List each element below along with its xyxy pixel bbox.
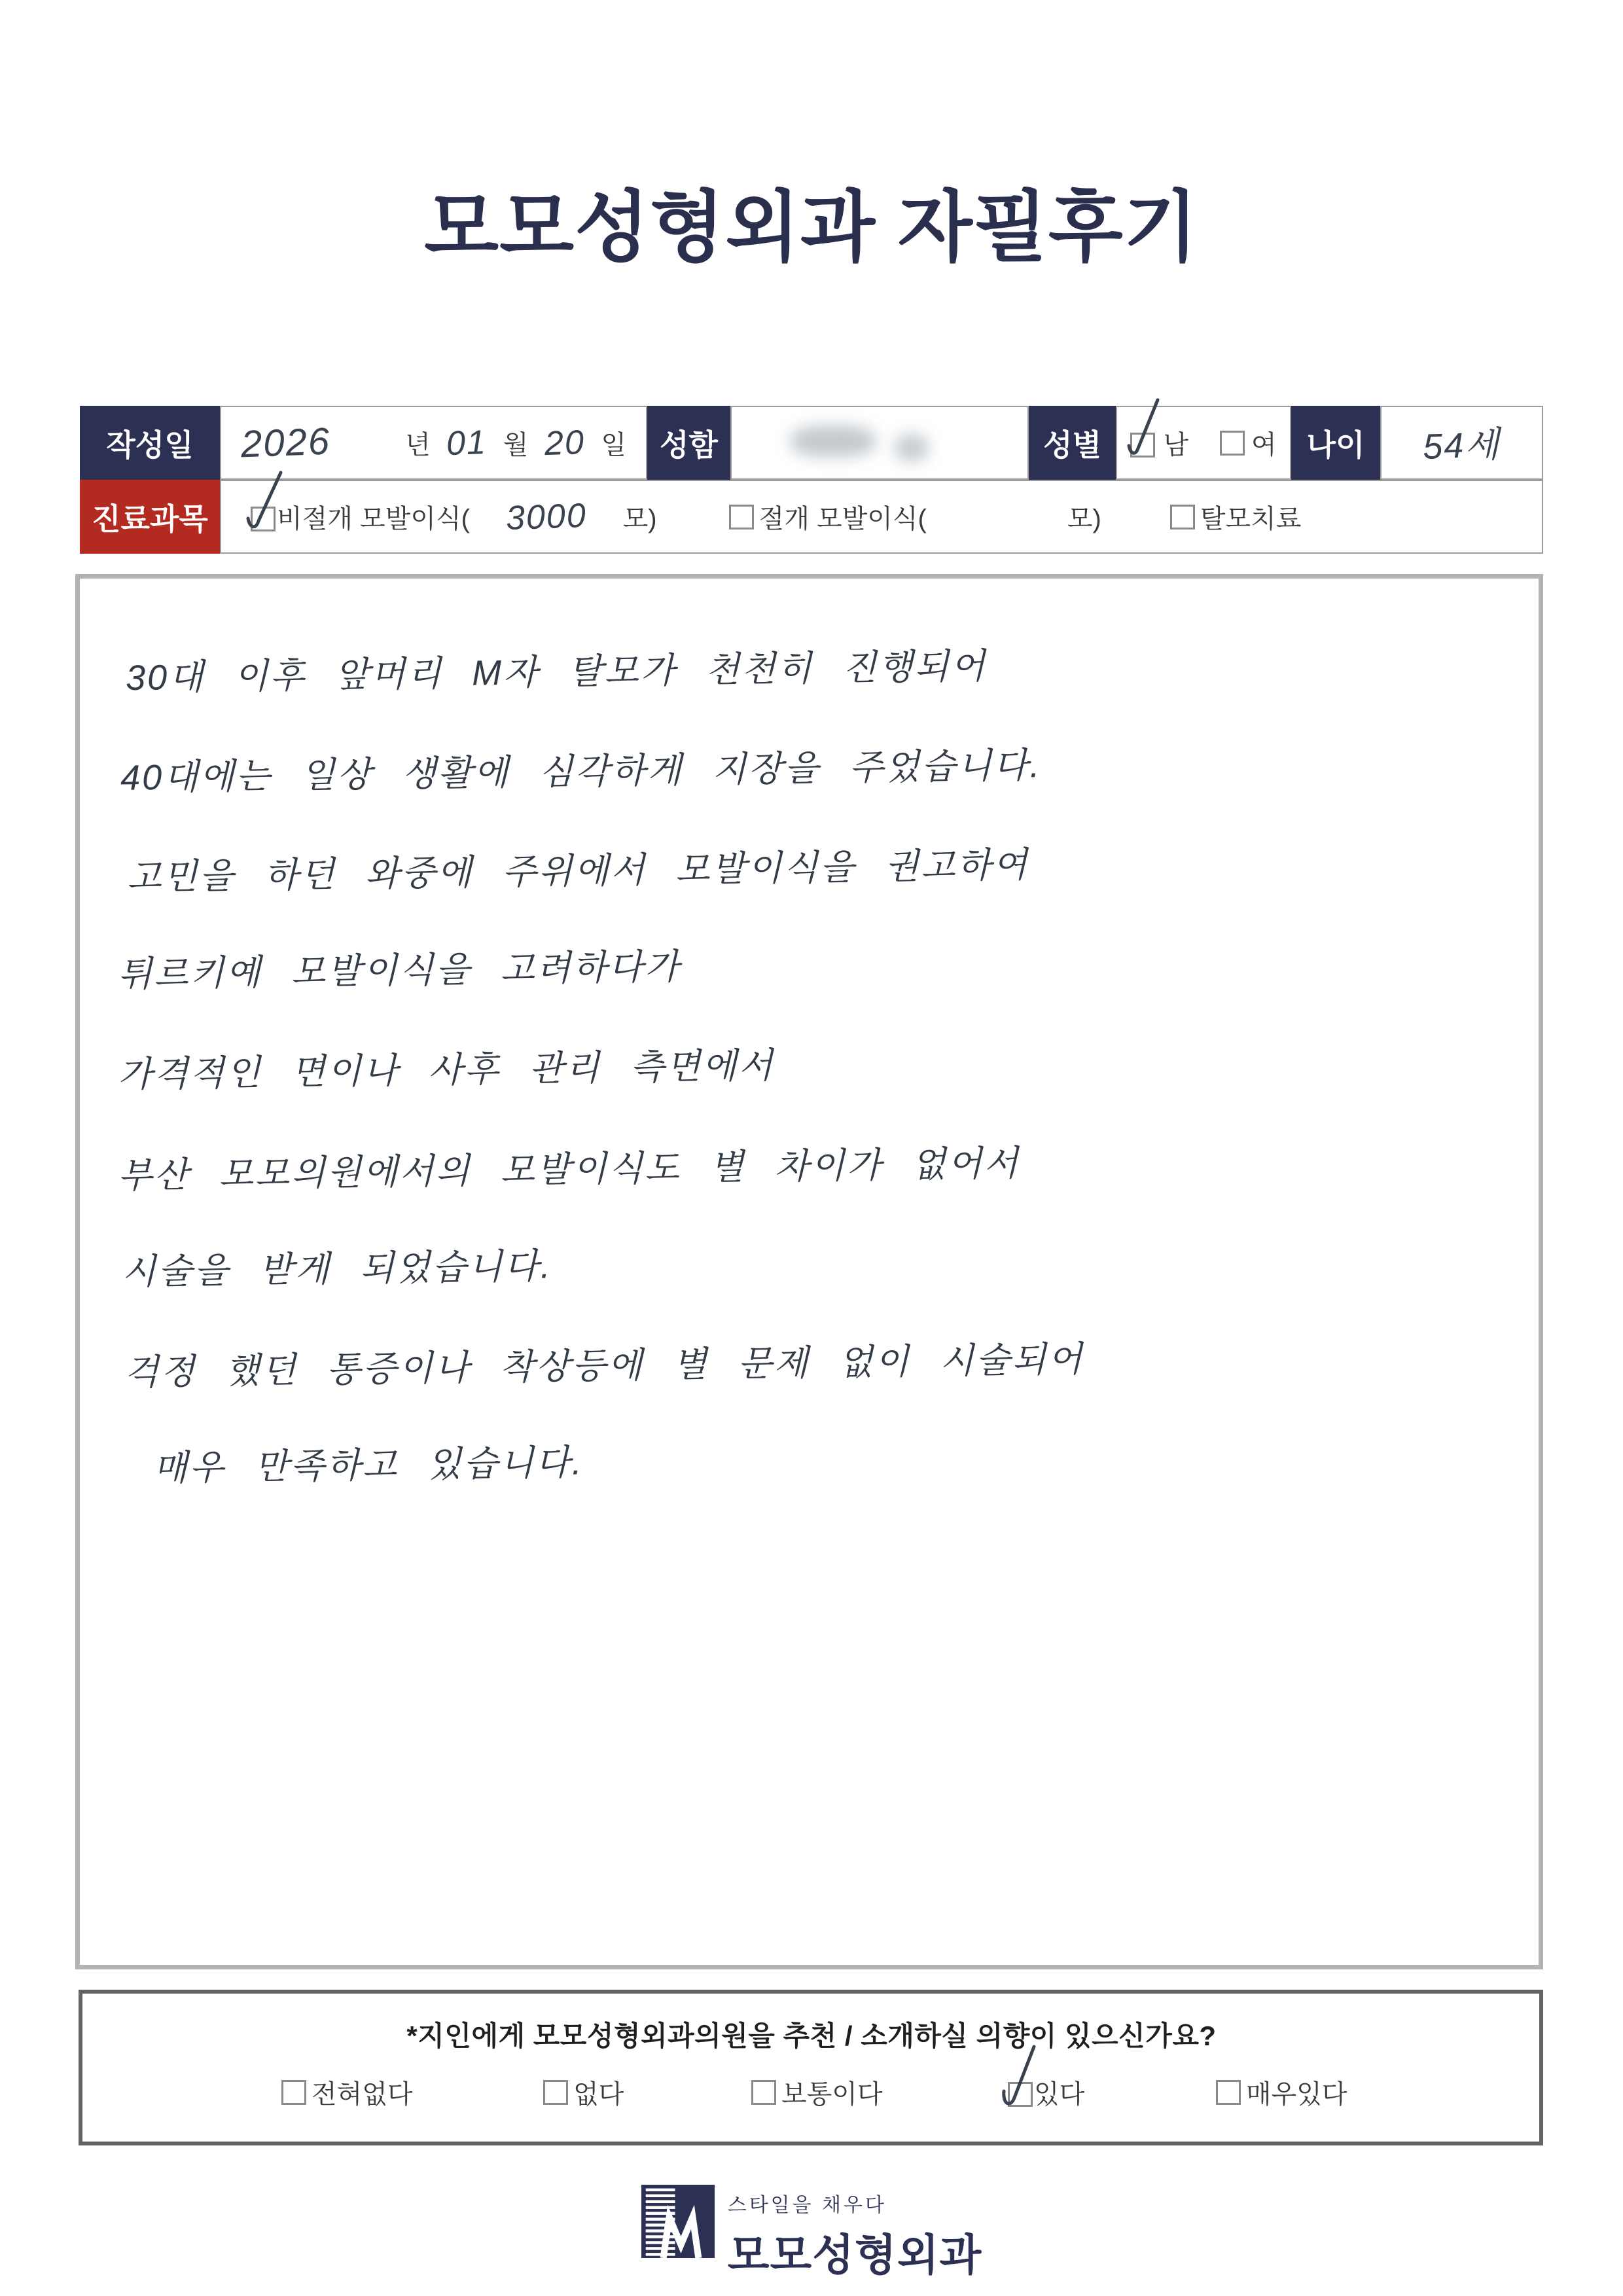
checkbox-icon: [1008, 2082, 1033, 2107]
recommend-option-3-checkbox: [751, 2080, 776, 2105]
date-label-cell: [80, 406, 220, 480]
age-value-cell: [1380, 406, 1543, 480]
clinic-logo: [0, 2185, 1623, 2282]
date-year-handwritten: 2026: [240, 420, 332, 466]
treatment-option1-checkbox: [251, 507, 272, 528]
recommend-question: *지인에게 모모성형외과의원을 추천 / 소개하실 의향이 있으신가요?: [406, 2020, 1217, 2051]
recommend-option-2-label: 없다: [573, 2080, 624, 2109]
age-handwritten: 54세: [1422, 424, 1501, 467]
review-line: 가격적인 면이나 사후 관리 측면에서: [117, 1045, 775, 1095]
review-line: 매우 만족하고 있습니다.: [152, 1443, 584, 1488]
recommend-option-5: [1216, 2073, 1347, 2111]
recommend-option-4-label: 있다: [1034, 2080, 1085, 2109]
treatment-option3-label: 탈모치료: [1200, 505, 1302, 533]
treatment-label-cell: [80, 480, 220, 554]
treatment-label: 진료과목: [92, 501, 208, 536]
recommend-option-1: [281, 2073, 413, 2111]
gender-label: 성별: [1043, 427, 1101, 462]
review-line: 고민을 하던 와중에 주위에서 모발이식을 권고하여: [126, 845, 1029, 897]
recommend-option-2: [543, 2073, 624, 2111]
treatment-option3-checkbox: [1170, 505, 1195, 529]
month-suffix: 월: [503, 431, 529, 459]
treatment-option2-label: 절개 모발이식(: [758, 505, 927, 533]
name-label-cell: [647, 406, 730, 480]
gender-male-checkbox: [1130, 433, 1151, 454]
treatment-option1-label: 비절개 모발이식(: [277, 505, 470, 533]
clinic-logo-m-icon: [641, 2185, 715, 2258]
review-line: 30대 이후 앞머리 M자 탈모가 천천히 진행되어: [125, 646, 988, 698]
treatment-option2-suffix: 모): [1067, 505, 1101, 533]
treatment-option1-suffix: 모): [622, 505, 657, 533]
clinic-tagline: 스타일을 채우다: [727, 2195, 887, 2216]
recommend-option-1-label: 전혀없다: [312, 2080, 413, 2109]
treatment-option2-checkbox: [729, 505, 754, 529]
review-line: 40대에는 일상 생활에 심각하게 지장을 주었습니다.: [120, 745, 1042, 798]
recommend-option-2-checkbox: [543, 2080, 568, 2105]
review-line: 걱정 했던 통증이나 착상등에 별 문제 없이 시술되어: [124, 1339, 1084, 1393]
name-value-cell: [730, 406, 1029, 480]
age-label-cell: [1291, 406, 1380, 480]
recommend-option-5-label: 매우있다: [1246, 2080, 1347, 2109]
age-label: 나이: [1306, 427, 1365, 462]
treatment-option1-count-handwritten: 3000: [505, 496, 588, 537]
checkbox-icon: [251, 507, 276, 531]
name-redacted: [895, 435, 928, 461]
year-suffix: 년: [405, 431, 431, 459]
recommend-option-5-checkbox: [1216, 2080, 1241, 2105]
clinic-logo-text: [728, 2185, 982, 2282]
gender-male-label: 남: [1163, 431, 1188, 459]
recommend-option-4-checkbox: [1008, 2082, 1029, 2103]
review-line: 튀르키예 모발이식을 고려하다가: [117, 946, 681, 995]
recommend-option-4: [1008, 2073, 1084, 2111]
recommend-option-1-checkbox: [281, 2080, 306, 2105]
review-text-area: [75, 574, 1543, 1969]
recommend-option-3: [751, 2073, 883, 2111]
date-label: 작성일: [106, 427, 194, 462]
treatment-options-cell: [220, 480, 1543, 554]
day-suffix: 일: [601, 431, 627, 459]
clinic-name: 모모성형외과: [727, 2231, 982, 2279]
gender-female-checkbox: [1220, 431, 1245, 456]
gender-value-cell: [1116, 406, 1291, 480]
gender-female-label: 여: [1251, 431, 1277, 459]
review-line: 부산 모모의원에서의 모발이식도 별 차이가 없어서: [117, 1143, 1020, 1196]
gender-label-cell: [1029, 406, 1116, 480]
recommend-option-3-label: 보통이다: [781, 2080, 883, 2109]
date-month-handwritten: 01: [446, 423, 488, 463]
review-line: 시술을 받게 되었습니다.: [121, 1246, 553, 1292]
page-title: 모모성형외과 자필후기: [424, 185, 1199, 271]
name-label: 성함: [660, 427, 718, 462]
date-value-cell: [220, 406, 647, 480]
recommend-box: [79, 1990, 1543, 2145]
date-day-handwritten: 20: [543, 423, 586, 463]
checkbox-icon: [1130, 433, 1155, 457]
name-redacted: [791, 425, 876, 457]
